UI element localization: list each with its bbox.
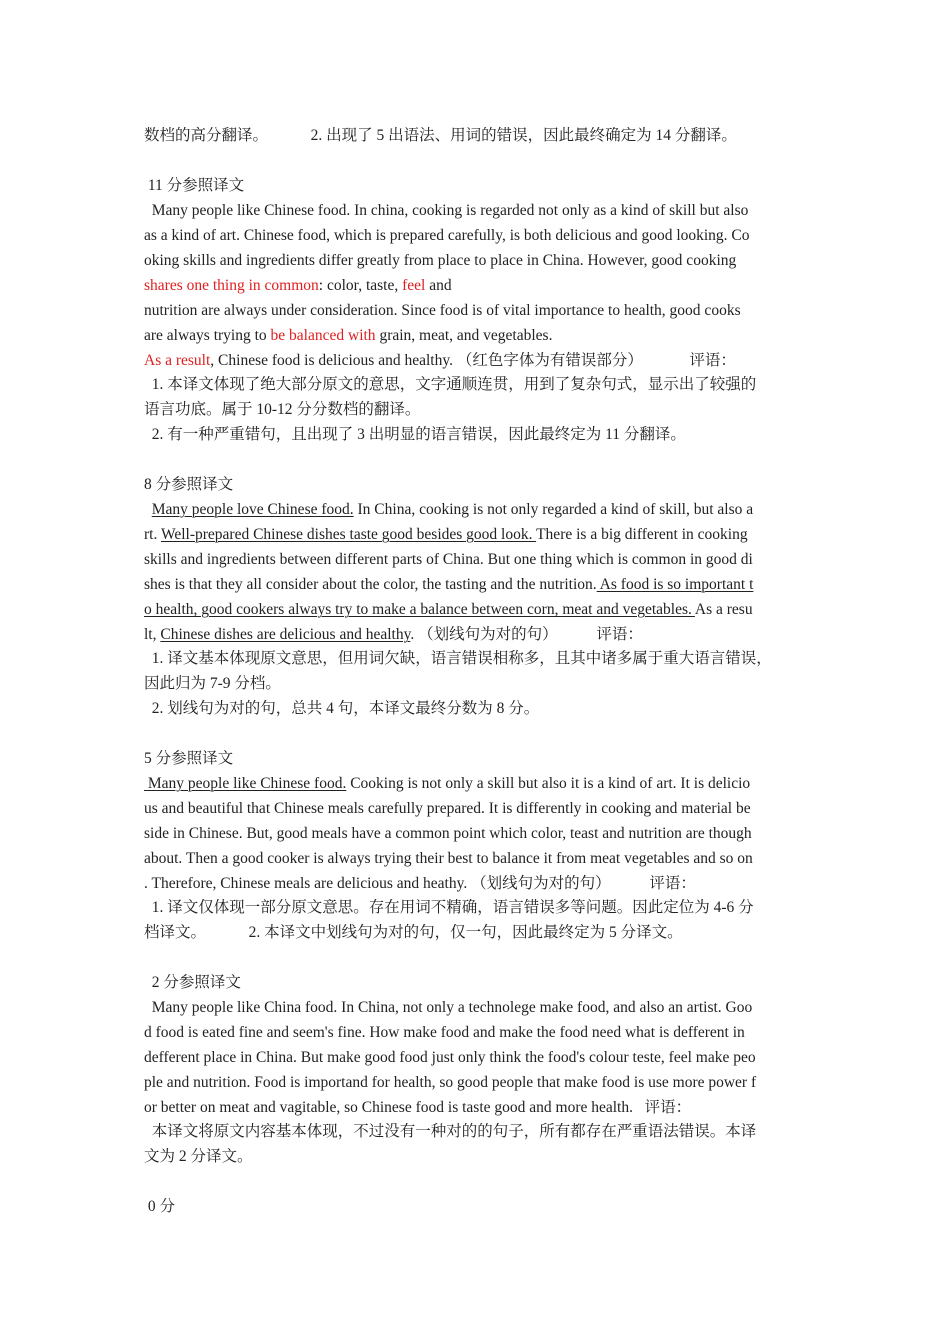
section-5-line: us and beautiful that Chinese meals carefully prepared. It is differently in cooking and material be bbox=[144, 800, 751, 817]
text-span: In China, cooking is not only regarded a kind of skill, but also a bbox=[353, 501, 754, 518]
correct-sentence: o health, good cookers always try to make a balance between corn, meat and vegetables. bbox=[144, 601, 695, 618]
correct-sentence: Many people like Chinese food. bbox=[144, 775, 347, 792]
section-8-line bbox=[144, 600, 753, 620]
section-5-line: side in Chinese. But, good meals have a common point which color, teast and nutrition are though bbox=[144, 825, 752, 842]
section-8-comment: 1. 译文基本体现原文意思，但用词欠缺，语言错误相称多，且其中诸多属于重大语言错误， bbox=[144, 650, 772, 667]
section-5-comment: 档译文。 2. 本译文中划线句为对的句，仅一句，因此最终定为 5 分译文。 bbox=[144, 924, 683, 941]
correct-sentence: Well-prepared Chinese dishes taste good besides good look. bbox=[160, 526, 537, 543]
text-span: are always trying to bbox=[144, 327, 271, 344]
section-2-comment: 文为 2 分译文。 bbox=[144, 1148, 253, 1165]
section-2-comment: 本译文将原文内容基本体现，不过没有一种对的的句子，所有都存在严重语法错误。本译 bbox=[144, 1123, 757, 1140]
section-2-line: d food is eated fine and seem's fine. How make food and make the food need what is defferent in bbox=[144, 1024, 745, 1041]
correct-sentence: Chinese dishes are delicious and healthy bbox=[160, 626, 411, 643]
section-5-line: about. Then a good cooker is always trying their best to balance it from meat vegetables and so on bbox=[144, 850, 753, 867]
section-8-comment: 2. 划线句为对的句，总共 4 句，本译文最终分数为 8 分。 bbox=[144, 700, 540, 717]
text-span: : color, taste, bbox=[318, 277, 403, 294]
text-span: There is a big different in cooking bbox=[536, 526, 748, 543]
section-11-line bbox=[144, 326, 552, 346]
text-span: , Chinese food is delicious and healthy. （红色字体为有错误部分） 评语： bbox=[210, 352, 736, 369]
error-span: be balanced with bbox=[270, 327, 376, 344]
section-8-comment: 因此归为 7-9 分档。 bbox=[144, 675, 281, 692]
text-span: As a resu bbox=[694, 601, 753, 618]
section-11-line: nutrition are always under consideration. Since food is of vital importance to health, good cooks bbox=[144, 302, 741, 319]
text-span: lt, bbox=[144, 626, 161, 643]
text-span: and bbox=[425, 277, 452, 294]
section-2-heading: 2 分参照译文 bbox=[144, 974, 241, 991]
section-8-line: skills and ingredients between different parts of China. But one thing which is common in good di bbox=[144, 551, 753, 568]
section-8-line bbox=[144, 500, 753, 520]
text-span: . （划线句为对的句） 评语： bbox=[410, 626, 643, 643]
section-11-line: oking skills and ingredients differ greatly from place to place in China. However, good cooking bbox=[144, 252, 737, 269]
section-11-line bbox=[144, 351, 736, 371]
section-8-heading: 8 分参照译文 bbox=[144, 476, 234, 493]
section-5-comment: 1. 译文仅体现一部分原文意思。存在用词不精确，语言错误多等问题。因此定位为 4-6 分 bbox=[144, 899, 754, 916]
section-11-comment: 语言功底。属于 10-12 分分数档的翻译。 bbox=[144, 401, 421, 418]
section-5-heading: 5 分参照译文 bbox=[144, 750, 234, 767]
section-8-line bbox=[144, 575, 753, 595]
section-8-line bbox=[144, 525, 748, 545]
section-11-comment: 2. 有一种严重错句，且出现了 3 出明显的语言错误，因此最终定为 11 分翻译。 bbox=[144, 426, 686, 443]
section-0-heading: 0 分 bbox=[144, 1198, 176, 1215]
section-11-comment: 1. 本译文体现了绝大部分原文的意思，文字通顺连贯，用到了复杂句式，显示出了较强的 bbox=[144, 376, 757, 393]
text-span: shes is that they all consider about the color, the tasting and the nutrition. bbox=[144, 576, 597, 593]
section-5-line: . Therefore, Chinese meals are delicious and heathy. （划线句为对的句） 评语： bbox=[144, 875, 696, 892]
error-span: shares one thing in common bbox=[144, 277, 319, 294]
error-span: As a result bbox=[144, 352, 211, 369]
intro-line: 数档的高分翻译。 2. 出现了 5 出语法、用词的错误，因此最终确定为 14 分翻译。 bbox=[144, 127, 737, 144]
section-5-line bbox=[144, 774, 750, 794]
section-2-line: ple and nutrition. Food is importand for health, so good people that make food is use more power f bbox=[144, 1074, 757, 1091]
section-2-line: defferent place in China. But make good food just only think the food's colour teste, feel make peo bbox=[144, 1049, 756, 1066]
section-11-line: Many people like Chinese food. In china, cooking is regarded not only as a kind of skill but also bbox=[144, 202, 749, 219]
error-span: feel bbox=[402, 277, 426, 294]
text-span: rt. bbox=[144, 526, 161, 543]
section-11-line bbox=[144, 276, 452, 296]
text-span bbox=[144, 501, 152, 518]
text-span: Cooking is not only a skill but also it is a kind of art. It is delicio bbox=[346, 775, 751, 792]
section-2-line: Many people like China food. In China, not only a technolege make food, and also an artist. Goo bbox=[144, 999, 753, 1016]
correct-sentence: Many people love Chinese food. bbox=[151, 501, 354, 518]
text-span: grain, meat, and vegetables. bbox=[375, 327, 553, 344]
section-11-line: as a kind of art. Chinese food, which is prepared carefully, is both delicious and good looking. Co bbox=[144, 227, 750, 244]
section-2-line: or better on meat and vagitable, so Chinese food is taste good and more health. 评语： bbox=[144, 1099, 692, 1116]
section-11-heading: 11 分参照译文 bbox=[144, 177, 245, 194]
section-8-line bbox=[144, 625, 643, 645]
correct-sentence: As food is so important t bbox=[596, 576, 754, 593]
